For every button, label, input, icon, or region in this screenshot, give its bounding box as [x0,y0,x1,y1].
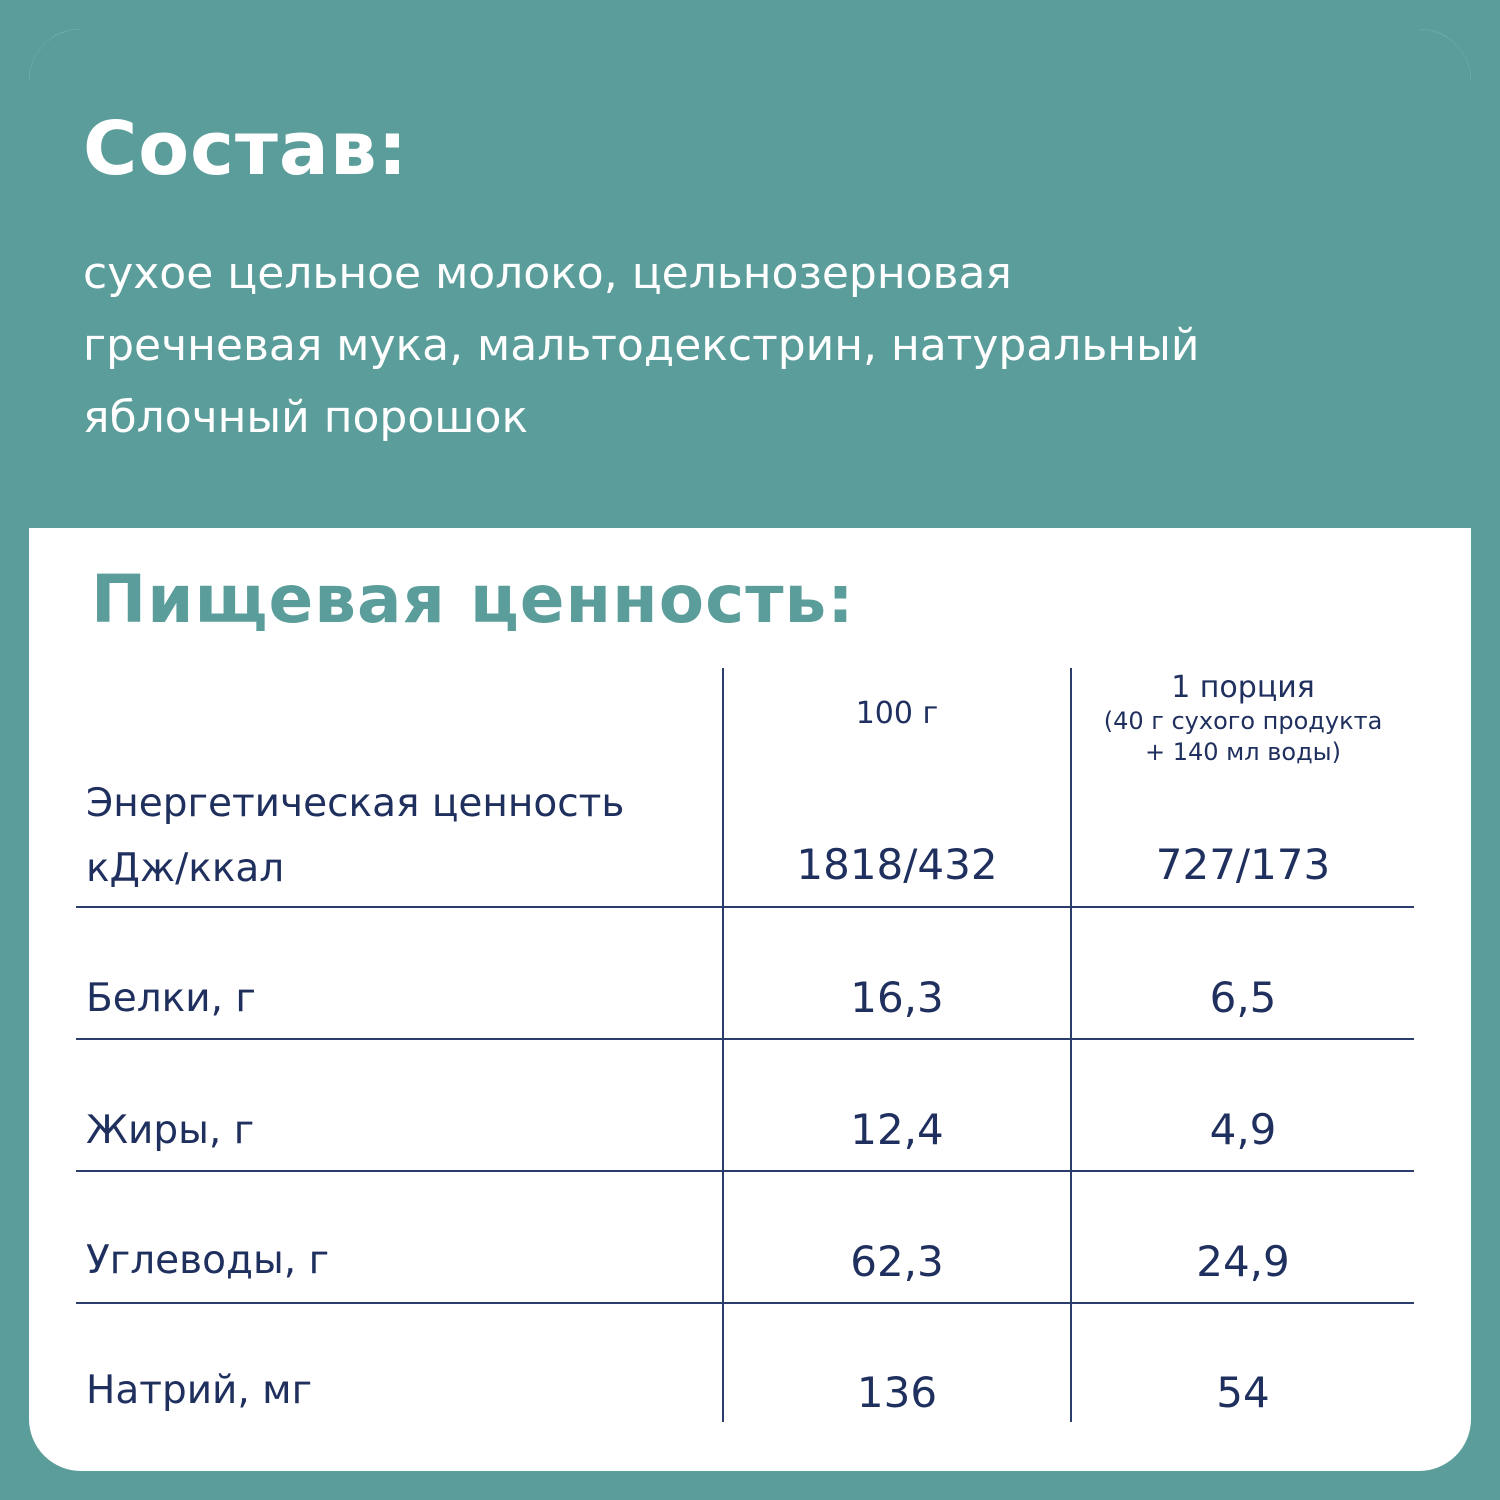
energy-per-100g: 1818/432 [796,840,998,889]
composition-title: Состав: [83,106,409,192]
row-label-energy-unit: кДж/ккал [86,846,285,891]
row-divider [76,1302,1414,1304]
fat-per-portion: 4,9 [1209,1105,1277,1154]
ingredients-line: яблочный порошок [83,392,529,443]
sodium-per-portion: 54 [1216,1368,1270,1417]
protein-per-portion: 6,5 [1209,973,1277,1022]
sodium-per-100g: 136 [856,1368,938,1417]
row-divider [76,1170,1414,1172]
carbs-per-portion: 24,9 [1196,1237,1290,1286]
header-portion-note: + 140 мл воды) [1145,738,1341,766]
row-label-sodium: Натрий, мг [86,1368,313,1413]
fat-per-100g: 12,4 [850,1105,944,1154]
nutrition-table [76,668,1414,1422]
header-portion-note: (40 г сухого продукта [1103,707,1383,735]
nutrition-title: Пищевая ценность: [91,561,855,638]
column-divider [1070,668,1072,1422]
row-label-fat: Жиры, г [86,1108,255,1153]
row-label-energy: Энергетическая ценность [86,781,625,826]
info-card [25,25,1475,1475]
energy-per-portion: 727/173 [1155,840,1331,889]
column-divider [722,668,724,1422]
row-label-carbs: Углеводы, г [86,1238,330,1283]
ingredients-line: гречневая мука, мальтодекстрин, натуральный [83,320,1200,371]
row-label-protein: Белки, г [86,976,256,1021]
ingredients-line: сухое цельное молоко, цельнозерновая [83,248,1012,299]
protein-per-100g: 16,3 [850,973,944,1022]
header-portion: 1 порция [1171,670,1315,705]
ingredients-text [83,238,1383,454]
composition-panel [25,25,1475,528]
row-divider [76,906,1414,908]
header-100g: 100 г [855,696,939,731]
row-divider [76,1038,1414,1040]
carbs-per-100g: 62,3 [850,1237,944,1286]
